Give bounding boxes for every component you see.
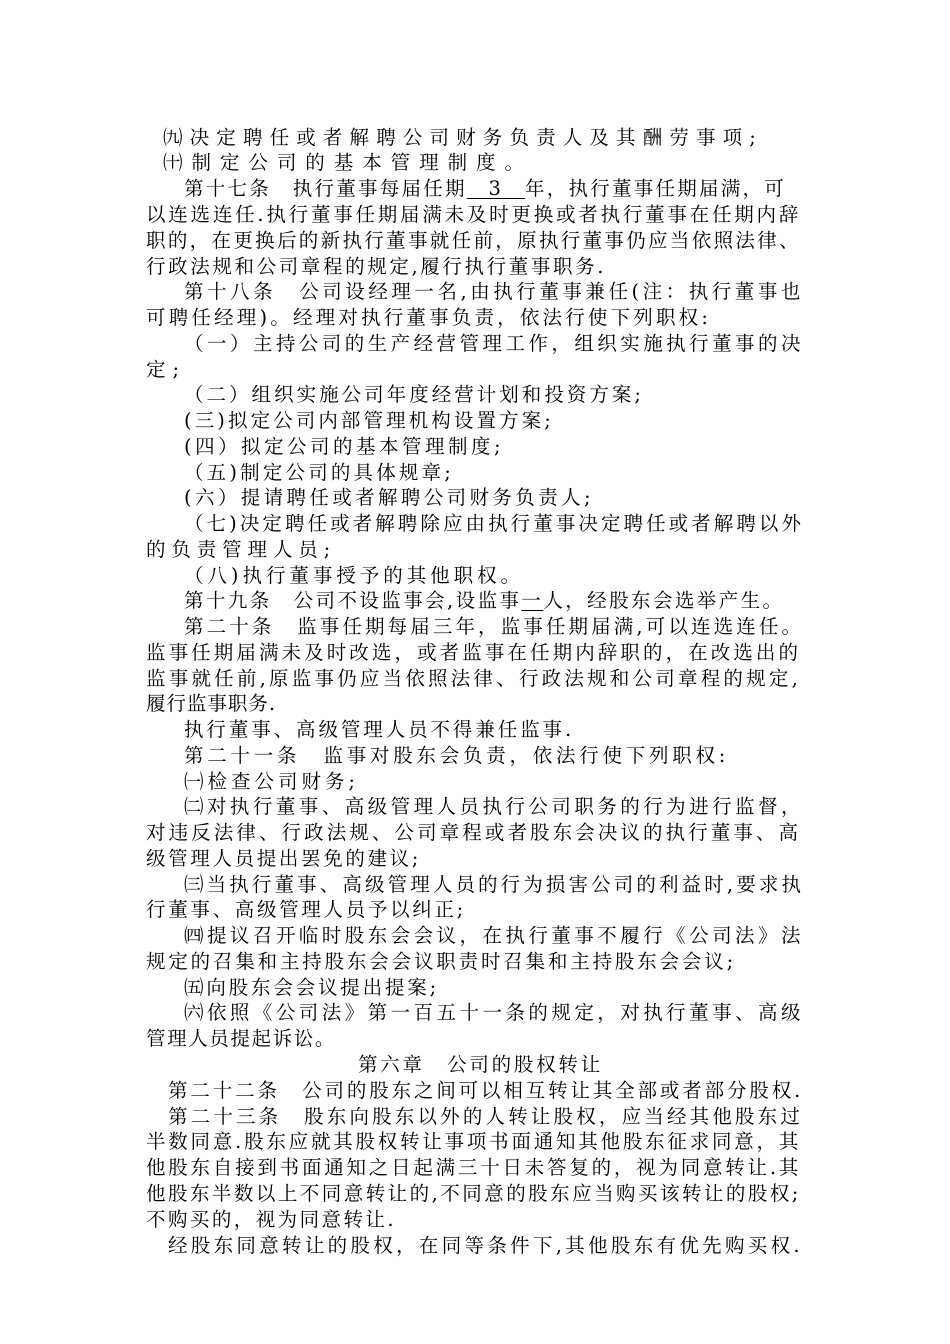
text-line: 半数同意.股东应就其股权转让事项书面通知其他股东征求同意，其 — [146, 1130, 802, 1153]
text-line: 执行董事、高级管理人员不得兼任监事. — [184, 718, 575, 741]
text-line: 职的，在更换后的新执行董事就任前，原执行董事仍应当依照法律、 — [146, 229, 801, 252]
article-17-text-b: 年，执行董事任期届满，可 — [524, 177, 786, 200]
text-line: 管理人员提起诉讼。 — [146, 1027, 336, 1050]
text-line: （一）主持公司的生产经营管理工作，组织实施执行董事的决 — [184, 332, 804, 355]
text-line: （八)执行董事授予的其他职权。 — [184, 564, 525, 587]
text-line: 可聘任经理)。经理对执行董事负责，依法行使下列职权: — [146, 306, 712, 329]
article-19-text-b: 人，经股东会选举产生。 — [543, 589, 785, 612]
text-line: ㈥依照《公司法》第一百五十一条的规定，对执行董事、高级 — [184, 1001, 804, 1024]
text-line: ㈡对执行董事、高级管理人员执行公司职务的行为进行监督， — [184, 795, 804, 818]
term-years-blank: 3 — [466, 177, 525, 200]
text-line: ㈤向股东会会议提出提案; — [184, 976, 440, 999]
text-line: 第二十条 监事任期每届三年，监事任期届满,可以连选连任。 — [184, 615, 805, 638]
text-line: 监事任期届满未及时改选，或者监事在任期内辞职的，在改选出的 — [146, 641, 802, 664]
text-line: (四）拟定公司的基本管理制度; — [184, 435, 505, 458]
text-line: ㈩制定公司的基本管理制度。 — [163, 151, 533, 174]
article-17-line — [184, 179, 786, 199]
text-line: ㈨决定聘任或者解聘公司财务负责人及其酬劳事项; — [163, 126, 764, 149]
text-line: （五)制定公司的具体规章; — [184, 461, 455, 484]
text-line: ㈠检查公司财务; — [184, 770, 359, 793]
text-line: 以连选连任.执行董事任期届满未及时更换或者执行董事在任期内辞 — [146, 203, 802, 226]
text-line: (三)拟定公司内部管理机构设置方案; — [184, 409, 554, 432]
text-line: 规定的召集和主持股东会会议职责时召集和主持股东会会议; — [146, 950, 736, 973]
text-line: 对违反法律、行政法规、公司章程或者股东会决议的执行董事、高 — [146, 821, 802, 844]
text-line: 经股东同意转让的股权，在同等条件下,其他股东有优先购买权. — [168, 1234, 803, 1257]
text-line: 行政法规和公司章程的规定,履行执行董事职务. — [146, 255, 607, 278]
text-line: 履行监事职务. — [146, 692, 276, 715]
article-19-text-a: 第十九条 公司不设监事会,设监事 — [184, 589, 522, 612]
text-line: ㈣提议召开临时股东会会议，在执行董事不履行《公司法》法 — [184, 924, 804, 947]
text-line: 监事就任前,原监事仍应当依照法律、行政法规和公司章程的规定, — [146, 667, 801, 690]
text-line: 第二十二条 公司的股东之间可以相互转让其全部或者部分股权. — [168, 1079, 804, 1102]
text-line: 他股东半数以上不同意转让的,不同意的股东应当购买该转让的股权; — [146, 1182, 801, 1205]
text-line: 第二十一条 监事对股东会负责，依法行使下列职权: — [184, 744, 730, 767]
text-line: ㈢当执行董事、高级管理人员的行为损害公司的利益时,要求执 — [184, 873, 805, 896]
article-17-text-a: 第十七条 执行董事每届任期 — [184, 177, 467, 200]
supervisor-count-blank: 一 — [521, 589, 544, 612]
text-line: 第十八条 公司设经理一名,由执行董事兼任(注：执行董事也 — [184, 280, 804, 303]
text-line: 行董事、高级管理人员予以纠正; — [146, 898, 466, 921]
text-line: 他股东自接到书面通知之日起满三十日未答复的，视为同意转让.其 — [146, 1156, 802, 1179]
text-line: 定; — [146, 358, 186, 381]
text-line: 级管理人员提出罢免的建议; — [146, 847, 422, 870]
chapter-heading: 第六章 公司的股权转让 — [358, 1053, 603, 1076]
text-line: 的负责管理人员; — [146, 538, 337, 561]
text-line: 不购买的，视为同意转让. — [146, 1208, 396, 1231]
article-19-line — [184, 591, 784, 611]
text-line: （七)决定聘任或者解聘除应由执行董事决定聘任或者解聘以外 — [184, 512, 805, 535]
text-line: （二）组织实施公司年度经营计划和投资方案; — [184, 383, 644, 406]
text-line: (六）提请聘任或者解聘公司财务负责人; — [184, 486, 594, 509]
text-line: 第二十三条 股东向股东以外的人转让股权，应当经其他股东过 — [168, 1105, 804, 1128]
